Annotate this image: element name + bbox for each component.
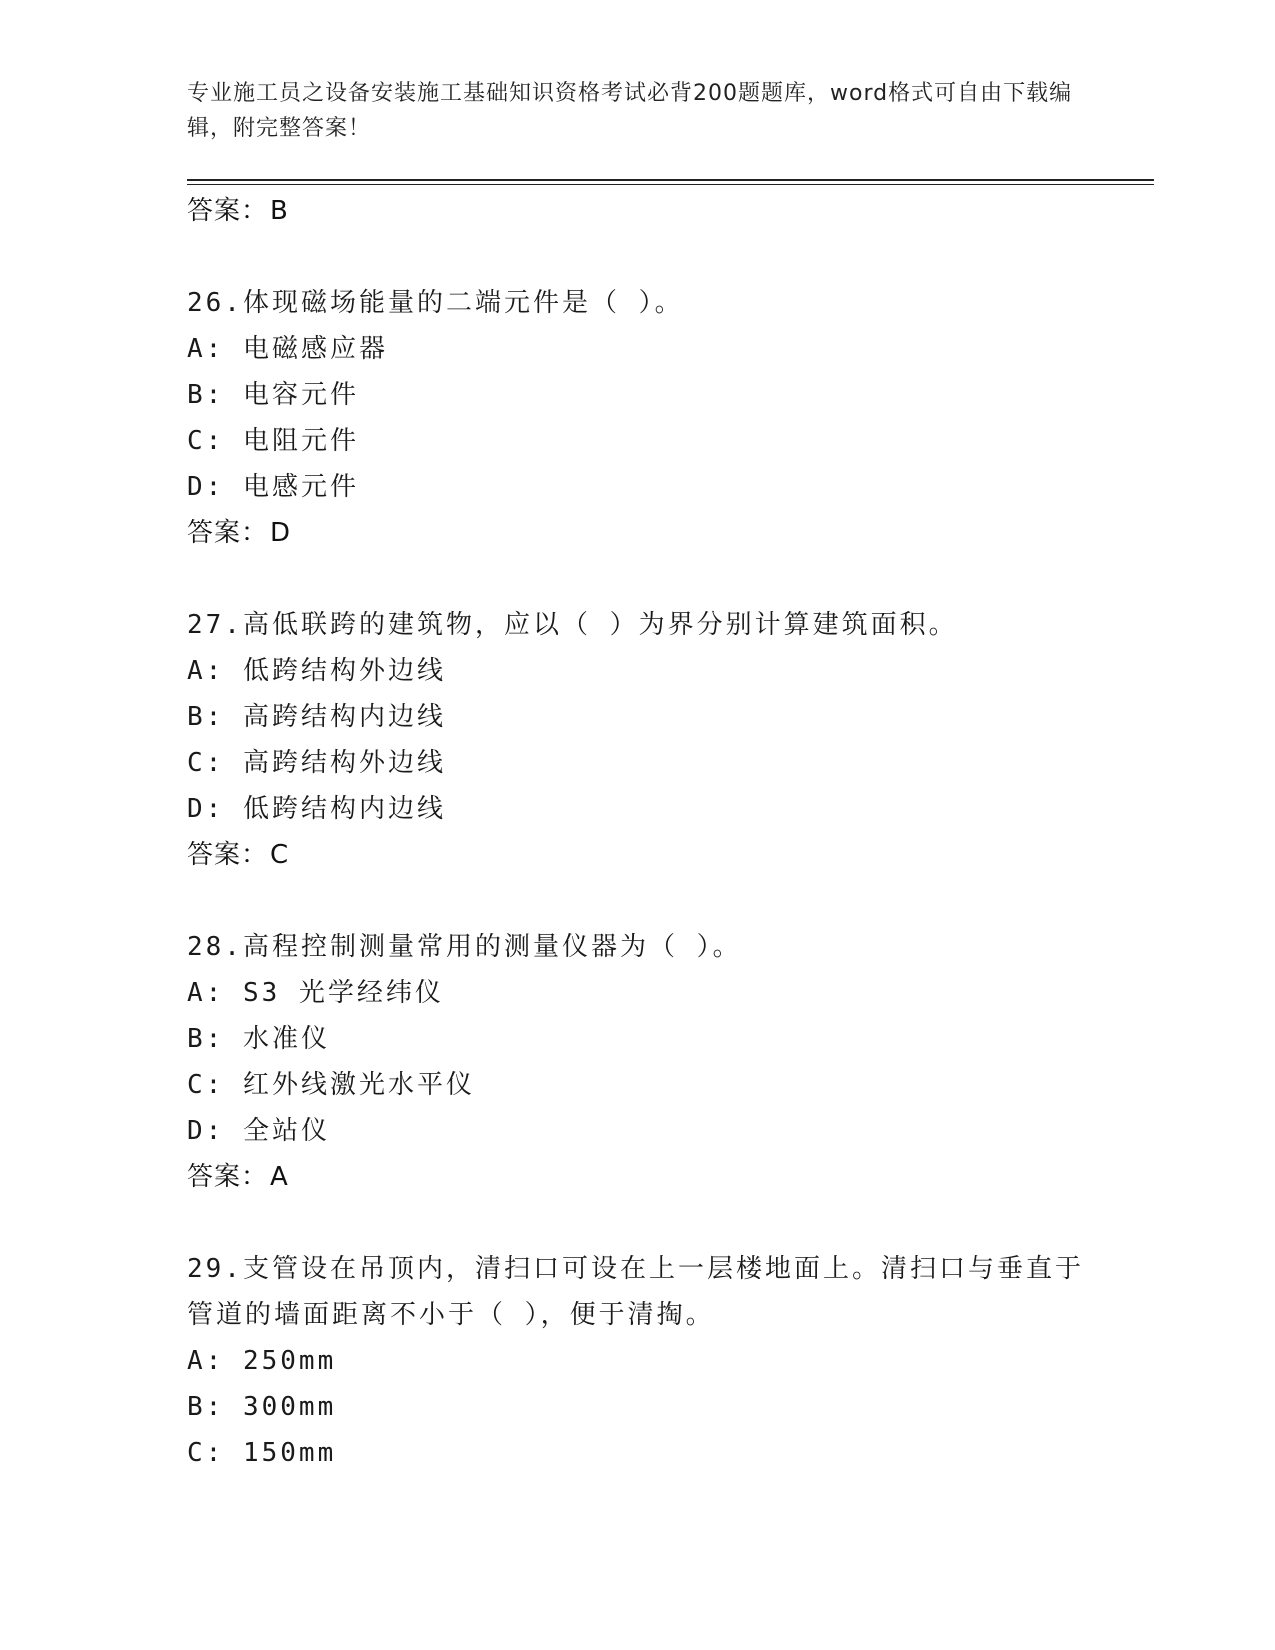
- answer-line: [187, 832, 1087, 878]
- header-divider-thick: [187, 179, 1154, 181]
- question-text: 29.支管设在吊顶内，清扫口可设在上一层楼地面上。清扫口与垂直于管道的墙面距离不小于（ ），便于清掏。: [187, 1254, 1084, 1330]
- page-header: [187, 76, 1087, 146]
- header-divider-thin: [187, 184, 1154, 185]
- option-d: D: 全站仪: [187, 1116, 330, 1146]
- option-d: D: 电感元件: [187, 472, 359, 502]
- question-text: 28.高程控制测量常用的测量仪器为（ ）。: [187, 932, 742, 962]
- answer-label: 答案：: [187, 518, 269, 548]
- option-d: D: 低跨结构内边线: [187, 794, 446, 824]
- answer-label: 答案：: [187, 1162, 269, 1192]
- question-item: [187, 280, 1087, 556]
- question-item: [187, 602, 1087, 878]
- answer-label: 答案：: [187, 840, 269, 870]
- document-title: 专业施工员之设备安装施工基础知识资格考试必背200题题库，word格式可自由下载编辑，附完整答案！: [187, 81, 1073, 141]
- option-c: C: 红外线激光水平仪: [187, 1070, 475, 1100]
- answer-line: [187, 1154, 1087, 1200]
- answer-value: B: [270, 196, 289, 226]
- option-b: B: 高跨结构内边线: [187, 702, 446, 732]
- answer-label: 答案：: [187, 196, 269, 226]
- answer-value: C: [270, 840, 290, 870]
- question-list: [187, 188, 1087, 1476]
- option-c: C: 电阻元件: [187, 426, 359, 456]
- option-a: A: 250mm: [187, 1346, 337, 1376]
- answer-value: D: [270, 518, 292, 548]
- option-c: C: 高跨结构外边线: [187, 748, 446, 778]
- option-a: A: 低跨结构外边线: [187, 656, 446, 686]
- option-c: C: 150mm: [187, 1438, 337, 1468]
- answer-line: [187, 510, 1087, 556]
- option-a: A: S3 光学经纬仪: [187, 978, 444, 1008]
- answer-line: [187, 188, 1087, 234]
- option-a: A: 电磁感应器: [187, 334, 388, 364]
- question-item: [187, 1246, 1087, 1476]
- question-item: [187, 924, 1087, 1200]
- option-b: B: 电容元件: [187, 380, 359, 410]
- option-b: B: 水准仪: [187, 1024, 330, 1054]
- option-b: B: 300mm: [187, 1392, 337, 1422]
- answer-value: A: [270, 1162, 289, 1192]
- question-text: 26.体现磁场能量的二端元件是（ ）。: [187, 288, 684, 318]
- question-text: 27.高低联跨的建筑物，应以（ ）为界分别计算建筑面积。: [187, 610, 958, 640]
